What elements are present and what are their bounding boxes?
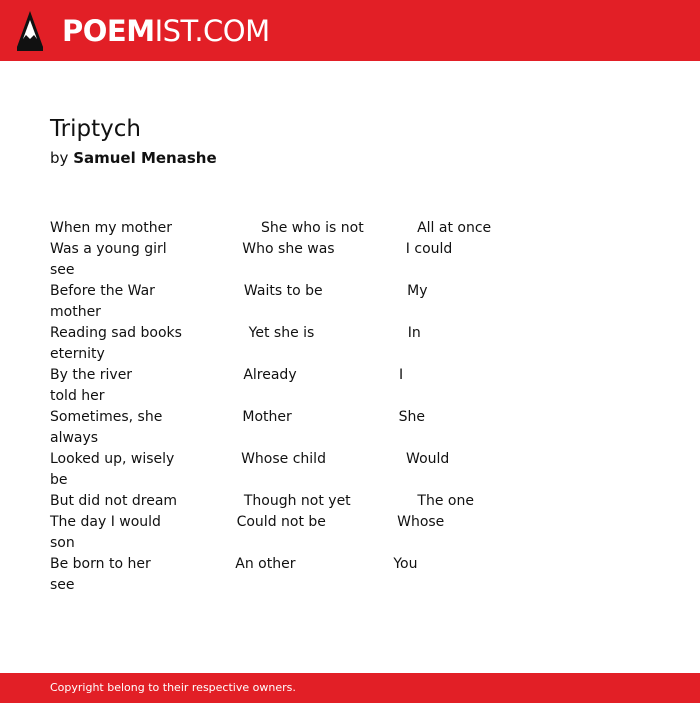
- poem-line: When my mother She who is not All at once: [50, 220, 492, 236]
- poem-line: But did not dream Though not yet The one: [50, 493, 474, 509]
- poem-title: Triptych: [50, 116, 141, 142]
- poem-line: told her: [50, 388, 105, 404]
- poem-line: Sometimes, she Mother She: [50, 409, 425, 425]
- poem-line: Was a young girl Who she was I could: [50, 241, 453, 257]
- poem-line: son: [50, 535, 75, 551]
- poem-line: eternity: [50, 346, 105, 362]
- pencil-icon[interactable]: [17, 11, 43, 51]
- poem-line: By the river Already I: [50, 367, 404, 383]
- poem-line: Looked up, wisely Whose child Would: [50, 451, 450, 467]
- by-label: by: [50, 149, 69, 167]
- poem-line: mother: [50, 304, 101, 320]
- poem-line: Be born to her An other You: [50, 556, 418, 572]
- poem-body: [50, 218, 650, 596]
- logo-text-light: IST.COM: [154, 14, 270, 48]
- poem-line: be: [50, 472, 68, 488]
- poem-line: The day I would Could not be Whose: [50, 514, 445, 530]
- site-logo[interactable]: [62, 11, 270, 51]
- poem-line: Reading sad books Yet she is In: [50, 325, 421, 341]
- poem-line: always: [50, 430, 99, 446]
- site-footer: [0, 673, 700, 703]
- poem-line: see: [50, 262, 75, 278]
- poem-line: see: [50, 577, 75, 593]
- site-header: [0, 0, 700, 61]
- author-name[interactable]: Samuel Menashe: [73, 149, 217, 167]
- poem-line: Before the War Waits to be My: [50, 283, 428, 299]
- logo-text-bold: POEM: [62, 14, 155, 48]
- copyright-notice: Copyright belong to their respective owners.: [50, 681, 296, 694]
- poem-byline: [50, 149, 217, 167]
